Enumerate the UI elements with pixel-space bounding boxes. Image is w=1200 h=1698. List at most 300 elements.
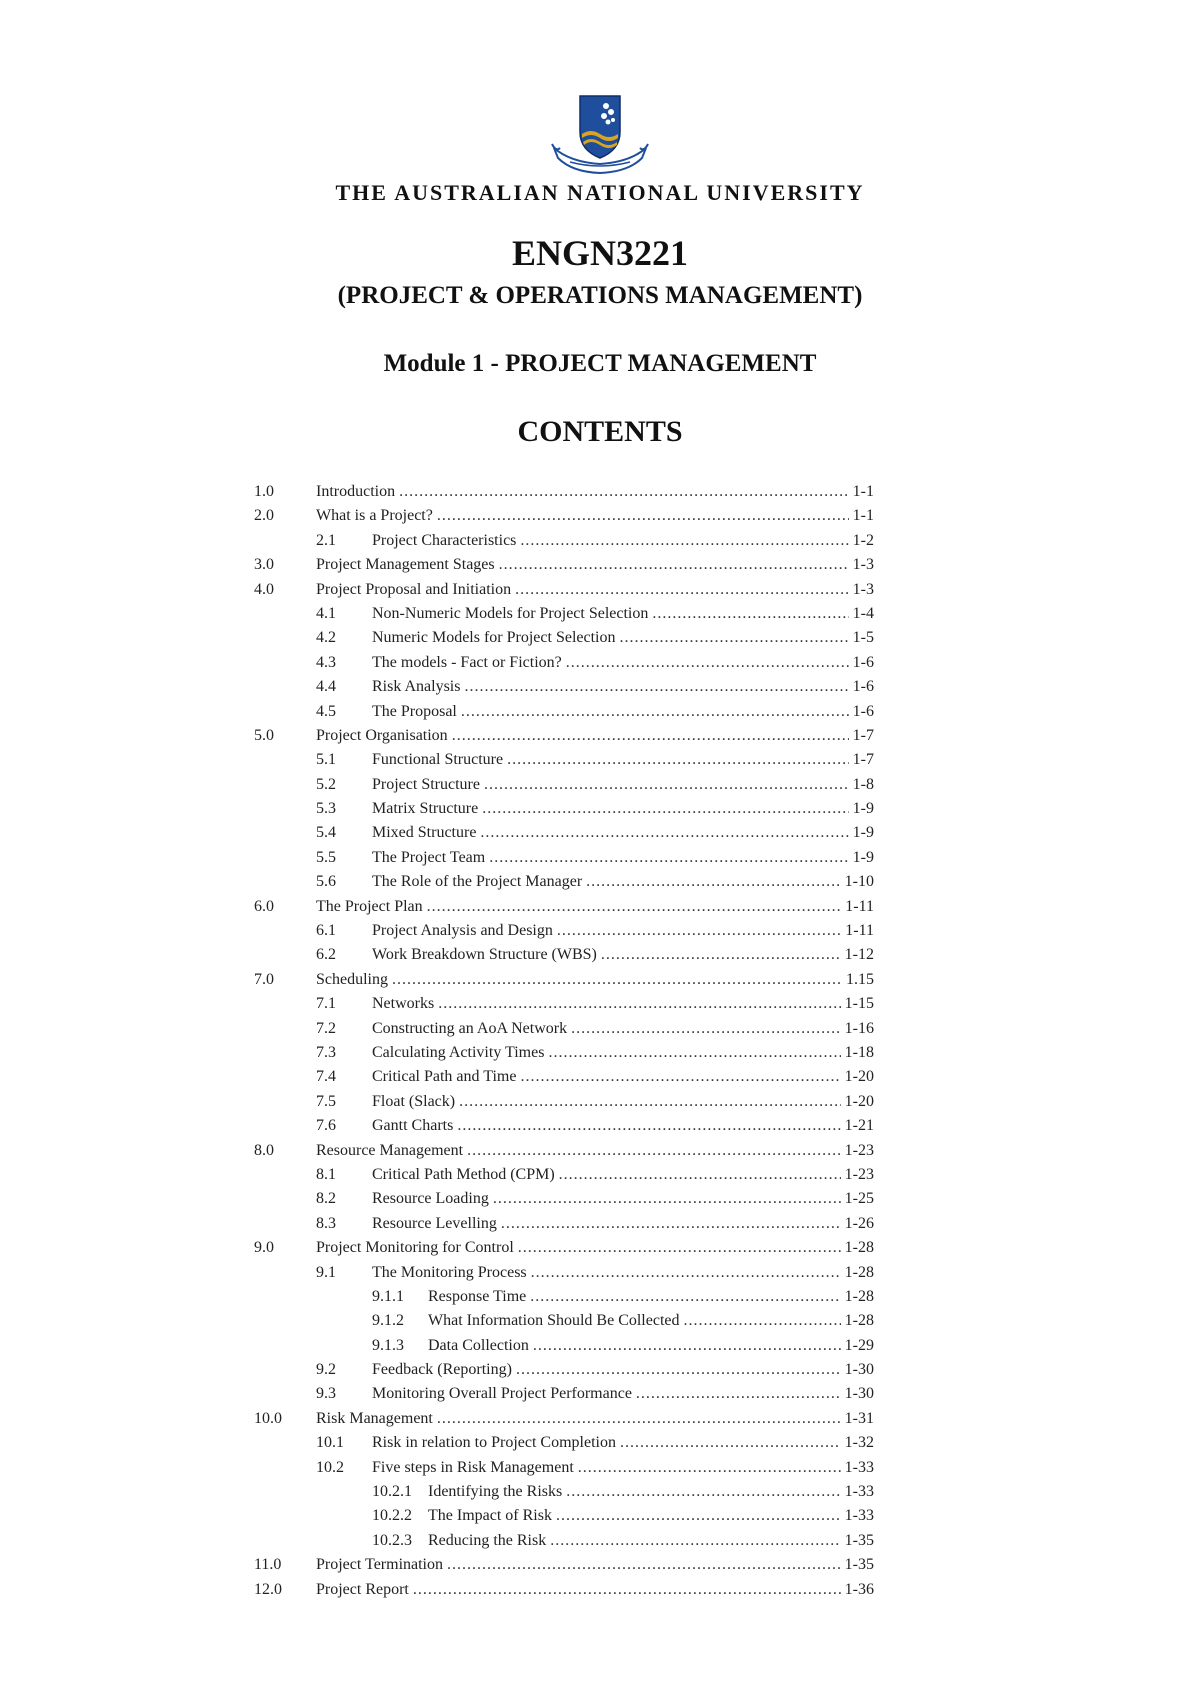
toc-entry (316, 504, 874, 528)
toc-entry-label: Monitoring Overall Project Performance (372, 1385, 632, 1403)
toc-subsection-number: 4.5 (316, 702, 336, 720)
university-crest-logo (550, 92, 650, 174)
toc-entry (372, 1285, 874, 1309)
toc-row (254, 724, 874, 748)
toc-page-number: 1-7 (852, 751, 874, 769)
toc-entry-label: What Information Should Be Collected (428, 1312, 680, 1330)
toc-entry-title (372, 1309, 684, 1333)
toc-entry (316, 1261, 874, 1285)
toc-entry-label: Mixed Structure (372, 824, 477, 842)
toc-entry-label: Project Proposal and Initiation (316, 580, 512, 598)
toc-dot-leader (559, 1163, 841, 1187)
toc-row (254, 1504, 874, 1528)
toc-entry-title (316, 1041, 548, 1065)
toc-section-number: 11.0 (254, 1556, 282, 1574)
toc-entry (316, 919, 874, 943)
toc-row (254, 870, 874, 894)
toc-row (254, 1236, 874, 1260)
toc-page-number: 1-7 (852, 726, 874, 744)
toc-entry-label: What is a Project? (316, 507, 433, 525)
toc-section-number: 3.0 (254, 556, 274, 574)
toc-row (254, 529, 874, 553)
toc-entry-label: Functional Structure (372, 751, 504, 769)
toc-entry-title (372, 1285, 530, 1309)
toc-dot-leader (437, 1407, 841, 1431)
toc-page-number: 1-6 (852, 678, 874, 696)
toc-dot-leader (620, 626, 849, 650)
toc-page-number: 1.15 (846, 970, 874, 988)
toc-dot-leader (518, 1236, 841, 1260)
toc-dot-leader (516, 1358, 841, 1382)
toc-row (254, 1456, 874, 1480)
toc-page-number: 1-6 (852, 702, 874, 720)
toc-subsection-number: 7.1 (316, 995, 336, 1013)
toc-subsection-number: 5.1 (316, 751, 336, 769)
toc-entry-title (316, 1065, 520, 1089)
toc-entry-title (316, 797, 482, 821)
toc-entry-title (316, 602, 652, 626)
course-code: ENGN3221 (511, 233, 688, 273)
toc-dot-leader (533, 1334, 841, 1358)
toc-entry-title (372, 1480, 566, 1504)
toc-entry-label: Resource Management (316, 1141, 464, 1159)
toc-dot-leader (636, 1382, 841, 1406)
toc-subsection-number: 5.3 (316, 800, 336, 818)
toc-entry-title (316, 821, 480, 845)
toc-dot-leader (557, 919, 841, 943)
toc-entry (316, 1578, 874, 1602)
toc-dot-leader (459, 1090, 841, 1114)
toc-entry (316, 529, 874, 553)
toc-entry-label: Risk Management (316, 1409, 433, 1427)
toc-entry (316, 1065, 874, 1089)
toc-entry (316, 870, 874, 894)
toc-entry (316, 895, 874, 919)
toc-page-number: 1-1 (852, 507, 874, 525)
toc-row (254, 1285, 874, 1309)
toc-row (254, 1358, 874, 1382)
toc-entry-label: Networks (372, 995, 435, 1013)
toc-subsection-number: 7.3 (316, 1043, 336, 1061)
toc-entry-label: Project Characteristics (372, 531, 517, 549)
toc-page-number: 1-26 (844, 1214, 874, 1232)
toc-row (254, 1017, 874, 1041)
toc-dot-leader (501, 1212, 841, 1236)
toc-row (254, 846, 874, 870)
toc-dot-leader (531, 1261, 841, 1285)
toc-page-number: 1-25 (844, 1190, 874, 1208)
toc-entry-title (316, 943, 601, 967)
toc-entry (316, 1090, 874, 1114)
toc-dot-leader (489, 846, 848, 870)
toc-row (254, 773, 874, 797)
toc-page-number: 1-36 (844, 1580, 874, 1598)
toc-page-number: 1-28 (844, 1263, 874, 1281)
toc-entry-title (316, 1358, 516, 1382)
toc-subsection-number: 10.2.2 (372, 1507, 412, 1525)
toc-page-number: 1-9 (852, 848, 874, 866)
toc-subsection-number: 4.1 (316, 604, 336, 622)
toc-entry (316, 1358, 874, 1382)
toc-dot-leader (566, 1480, 840, 1504)
toc-dot-leader (571, 1017, 841, 1041)
toc-entry (316, 1163, 874, 1187)
toc-dot-leader (493, 1187, 841, 1211)
toc-entry-title (316, 1017, 571, 1041)
toc-dot-leader (480, 821, 848, 845)
toc-section-number: 10.0 (254, 1409, 282, 1427)
toc-entry-title (316, 1236, 518, 1260)
toc-entry-title (316, 870, 586, 894)
toc-entry-label: Project Organisation (316, 726, 448, 744)
toc-entry-label: Non-Numeric Models for Project Selection (372, 604, 649, 622)
toc-subsection-number: 7.6 (316, 1117, 336, 1135)
toc-entry (316, 1236, 874, 1260)
toc-page-number: 1-23 (844, 1165, 874, 1183)
toc-entry (316, 1382, 874, 1406)
toc-subsection-number: 4.4 (316, 678, 336, 696)
toc-entry-label: The Impact of Risk (428, 1507, 552, 1525)
toc-dot-leader (464, 675, 848, 699)
toc-dot-leader (499, 553, 849, 577)
toc-row (254, 1309, 874, 1333)
toc-entry (372, 1529, 874, 1553)
toc-entry-label: Feedback (Reporting) (372, 1361, 512, 1379)
toc-entry-label: Risk Analysis (372, 678, 461, 696)
toc-page-number: 1-20 (844, 1092, 874, 1110)
toc-entry (316, 1114, 874, 1138)
toc-entry (316, 797, 874, 821)
toc-page-number: 1-33 (844, 1507, 874, 1525)
toc-row (254, 1334, 874, 1358)
toc-row (254, 578, 874, 602)
toc-entry-label: Project Monitoring for Control (316, 1239, 514, 1257)
toc-entry (316, 821, 874, 845)
toc-entry (316, 1407, 874, 1431)
toc-entry-label: Float (Slack) (372, 1092, 456, 1110)
toc-row (254, 1261, 874, 1285)
toc-entry (316, 773, 874, 797)
toc-entry (316, 626, 874, 650)
toc-row (254, 1065, 874, 1089)
toc-dot-leader (447, 1553, 841, 1577)
toc-row (254, 821, 874, 845)
toc-dot-leader (482, 797, 848, 821)
toc-entry-label: Critical Path Method (CPM) (372, 1165, 555, 1183)
toc-row (254, 1407, 874, 1431)
toc-row (254, 1529, 874, 1553)
toc-page-number: 1-3 (852, 580, 874, 598)
toc-entry (372, 1309, 874, 1333)
toc-entry (316, 846, 874, 870)
toc-subsection-number: 4.3 (316, 653, 336, 671)
toc-entry-label: Risk in relation to Project Completion (372, 1434, 616, 1452)
toc-subsection-number: 9.1.3 (372, 1336, 404, 1354)
toc-dot-leader (530, 1285, 840, 1309)
toc-entry-label: The Project Team (372, 848, 486, 866)
toc-entry-label: The Proposal (372, 702, 457, 720)
toc-entry (316, 1139, 874, 1163)
toc-dot-leader (652, 602, 848, 626)
toc-entry-title (316, 748, 507, 772)
toc-entry (316, 602, 874, 626)
toc-entry-label: The Project Plan (316, 897, 423, 915)
toc-page-number: 1-32 (844, 1434, 874, 1452)
university-name: THE AUSTRALIAN NATIONAL UNIVERSITY (335, 180, 865, 205)
toc-page-number: 1-29 (844, 1336, 874, 1354)
toc-page-number: 1-6 (852, 653, 874, 671)
toc-page-number: 1-33 (844, 1458, 874, 1476)
toc-subsection-number: 5.5 (316, 848, 336, 866)
toc-entry (372, 1480, 874, 1504)
toc-subsection-number: 9.1.1 (372, 1287, 404, 1305)
toc-subsection-number: 7.2 (316, 1019, 336, 1037)
toc-row (254, 1090, 874, 1114)
toc-dot-leader (586, 870, 841, 894)
toc-entry-label: Project Termination (316, 1556, 443, 1574)
toc-entry-title (316, 968, 392, 992)
toc-dot-leader (601, 943, 841, 967)
toc-subsection-number: 9.3 (316, 1385, 336, 1403)
toc-page-number: 1-1 (852, 483, 874, 500)
toc-entry (316, 700, 874, 724)
toc-dot-leader (520, 1065, 840, 1089)
toc-dot-leader (467, 1139, 841, 1163)
toc-entry-label: Work Breakdown Structure (WBS) (372, 946, 597, 964)
toc-entry-title (316, 700, 461, 724)
toc-page-number: 1-33 (844, 1483, 874, 1501)
toc-entry-label: Identifying the Risks (428, 1483, 563, 1501)
toc-row (254, 1382, 874, 1406)
toc-row (254, 1163, 874, 1187)
toc-section-number: 9.0 (254, 1239, 274, 1257)
toc-page-number: 1-28 (844, 1287, 874, 1305)
toc-entry-title (316, 1407, 437, 1431)
toc-subsection-number: 5.6 (316, 873, 336, 891)
toc-entry (316, 968, 874, 992)
toc-entry-title (316, 895, 427, 919)
toc-row (254, 968, 874, 992)
toc-entry-label: Calculating Activity Times (372, 1043, 545, 1061)
toc-dot-leader (548, 1041, 840, 1065)
toc-entry (316, 1431, 874, 1455)
toc-entry-label: The Role of the Project Manager (372, 873, 583, 891)
toc-entry-title (316, 1456, 578, 1480)
toc-dot-leader (578, 1456, 841, 1480)
toc-entry-title (316, 1114, 457, 1138)
toc-row (254, 700, 874, 724)
toc-entry-label: Gantt Charts (372, 1117, 454, 1135)
toc-page-number: 1-12 (844, 946, 874, 964)
toc-row (254, 675, 874, 699)
toc-dot-leader (550, 1529, 840, 1553)
toc-subsection-number: 7.5 (316, 1092, 336, 1110)
toc-subsection-number: 6.2 (316, 946, 336, 964)
toc-section-number: 7.0 (254, 970, 274, 988)
toc-entry-title (316, 919, 557, 943)
toc-entry-title (316, 529, 520, 553)
toc-page-number: 1-9 (852, 800, 874, 818)
toc-row (254, 1431, 874, 1455)
toc-subsection-number: 2.1 (316, 531, 336, 549)
toc-subsection-number: 8.3 (316, 1214, 336, 1232)
toc-entry-label: Project Analysis and Design (372, 922, 553, 940)
toc-row (254, 504, 874, 528)
toc-subsection-number: 5.2 (316, 775, 336, 793)
toc-entry-label: Reducing the Risk (428, 1531, 547, 1549)
toc-entry-label: Project Management Stages (316, 556, 495, 574)
toc-row (254, 895, 874, 919)
toc-entry-title (316, 504, 437, 528)
contents-heading: CONTENTS (517, 415, 683, 448)
toc-entry-label: The Monitoring Process (372, 1263, 527, 1281)
toc-dot-leader (620, 1431, 841, 1455)
toc-page-number: 1-8 (852, 775, 874, 793)
toc-dot-leader (461, 700, 849, 724)
toc-page-number: 1-21 (844, 1117, 874, 1135)
toc-subsection-number: 9.1 (316, 1263, 336, 1281)
toc-page-number: 1-18 (844, 1043, 874, 1061)
toc-entry-label: Resource Loading (372, 1190, 489, 1208)
toc-dot-leader (399, 480, 849, 504)
toc-entry (316, 578, 874, 602)
toc-entry-label: Five steps in Risk Management (372, 1458, 574, 1476)
toc-entry-title (316, 1261, 531, 1285)
toc-entry-title (316, 553, 499, 577)
toc-dot-leader (566, 651, 849, 675)
toc-entry (316, 1187, 874, 1211)
toc-entry-title (316, 992, 438, 1016)
toc-entry (316, 943, 874, 967)
toc-row (254, 651, 874, 675)
toc-page-number: 1-23 (844, 1141, 874, 1159)
toc-page-number: 1-11 (845, 897, 874, 915)
toc-row (254, 480, 874, 504)
toc-page-number: 1-28 (844, 1312, 874, 1330)
toc-page-number: 1-15 (844, 995, 874, 1013)
toc-entry-title (372, 1504, 556, 1528)
toc-entry-label: Project Structure (372, 775, 480, 793)
toc-entry-label: The models - Fact or Fiction? (372, 653, 562, 671)
toc-entry-title (316, 1578, 413, 1602)
course-title: (PROJECT & OPERATIONS MANAGEMENT) (337, 282, 863, 309)
toc-page-number: 1-9 (852, 824, 874, 842)
toc-entry-label: Resource Levelling (372, 1214, 497, 1232)
toc-entry-label: Matrix Structure (372, 800, 479, 818)
toc-entry-title (316, 675, 464, 699)
toc-entry (316, 1041, 874, 1065)
toc-row (254, 797, 874, 821)
toc-page-number: 1-4 (852, 604, 874, 622)
toc-entry (316, 1212, 874, 1236)
toc-page-number: 1-3 (852, 556, 874, 574)
toc-entry-title (316, 651, 566, 675)
toc-entry (316, 748, 874, 772)
toc-row (254, 1212, 874, 1236)
module-title: Module 1 - PROJECT MANAGEMENT (383, 350, 817, 377)
table-of-contents (254, 480, 874, 1602)
toc-page-number: 1-20 (844, 1068, 874, 1086)
toc-section-number: 1.0 (254, 483, 274, 500)
toc-row (254, 553, 874, 577)
toc-dot-leader (392, 968, 842, 992)
toc-row (254, 626, 874, 650)
toc-entry (316, 724, 874, 748)
toc-entry (316, 992, 874, 1016)
toc-dot-leader (556, 1504, 841, 1528)
toc-entry (316, 480, 874, 504)
toc-section-number: 12.0 (254, 1580, 282, 1598)
toc-subsection-number: 9.2 (316, 1361, 336, 1379)
toc-dot-leader (507, 748, 849, 772)
toc-section-number: 5.0 (254, 726, 274, 744)
toc-page-number: 1-10 (844, 873, 874, 891)
toc-page-number: 1-2 (852, 531, 874, 549)
toc-dot-leader (484, 773, 849, 797)
toc-page-number: 1-16 (844, 1019, 874, 1037)
toc-entry-title (316, 1163, 559, 1187)
toc-row (254, 1480, 874, 1504)
toc-subsection-number: 8.2 (316, 1190, 336, 1208)
toc-row (254, 748, 874, 772)
toc-entry-label: Data Collection (428, 1336, 529, 1354)
toc-row (254, 1187, 874, 1211)
toc-page-number: 1-5 (852, 629, 874, 647)
toc-section-number: 4.0 (254, 580, 274, 598)
toc-section-number: 8.0 (254, 1141, 274, 1159)
toc-row (254, 1041, 874, 1065)
toc-entry-title (316, 1382, 636, 1406)
toc-entry-label: Introduction (316, 483, 396, 500)
toc-row (254, 1553, 874, 1577)
toc-row (254, 602, 874, 626)
toc-subsection-number: 10.2 (316, 1458, 344, 1476)
toc-entry-title (316, 724, 452, 748)
toc-entry-title (316, 578, 515, 602)
toc-entry-title (316, 773, 484, 797)
toc-entry (316, 1553, 874, 1577)
toc-entry-title (316, 1187, 493, 1211)
toc-entry-title (316, 1431, 620, 1455)
toc-entry (316, 1017, 874, 1041)
toc-row (254, 1139, 874, 1163)
toc-page-number: 1-35 (844, 1556, 874, 1574)
toc-page-number: 1-28 (844, 1239, 874, 1257)
toc-entry-title (316, 480, 399, 504)
toc-subsection-number: 9.1.2 (372, 1312, 404, 1330)
toc-entry-label: Numeric Models for Project Selection (372, 629, 616, 647)
toc-entry-title (316, 1139, 467, 1163)
toc-row (254, 992, 874, 1016)
toc-row (254, 943, 874, 967)
toc-entry-title (372, 1529, 550, 1553)
toc-subsection-number: 8.1 (316, 1165, 336, 1183)
toc-dot-leader (438, 992, 840, 1016)
toc-entry (316, 553, 874, 577)
toc-dot-leader (520, 529, 848, 553)
toc-subsection-number: 10.2.1 (372, 1483, 412, 1501)
toc-subsection-number: 7.4 (316, 1068, 336, 1086)
toc-subsection-number: 6.1 (316, 922, 336, 940)
toc-entry (316, 675, 874, 699)
toc-dot-leader (515, 578, 849, 602)
toc-dot-leader (413, 1578, 841, 1602)
toc-section-number: 2.0 (254, 507, 274, 525)
toc-subsection-number: 4.2 (316, 629, 336, 647)
toc-dot-leader (452, 724, 849, 748)
toc-entry-title (316, 846, 489, 870)
toc-row (254, 919, 874, 943)
